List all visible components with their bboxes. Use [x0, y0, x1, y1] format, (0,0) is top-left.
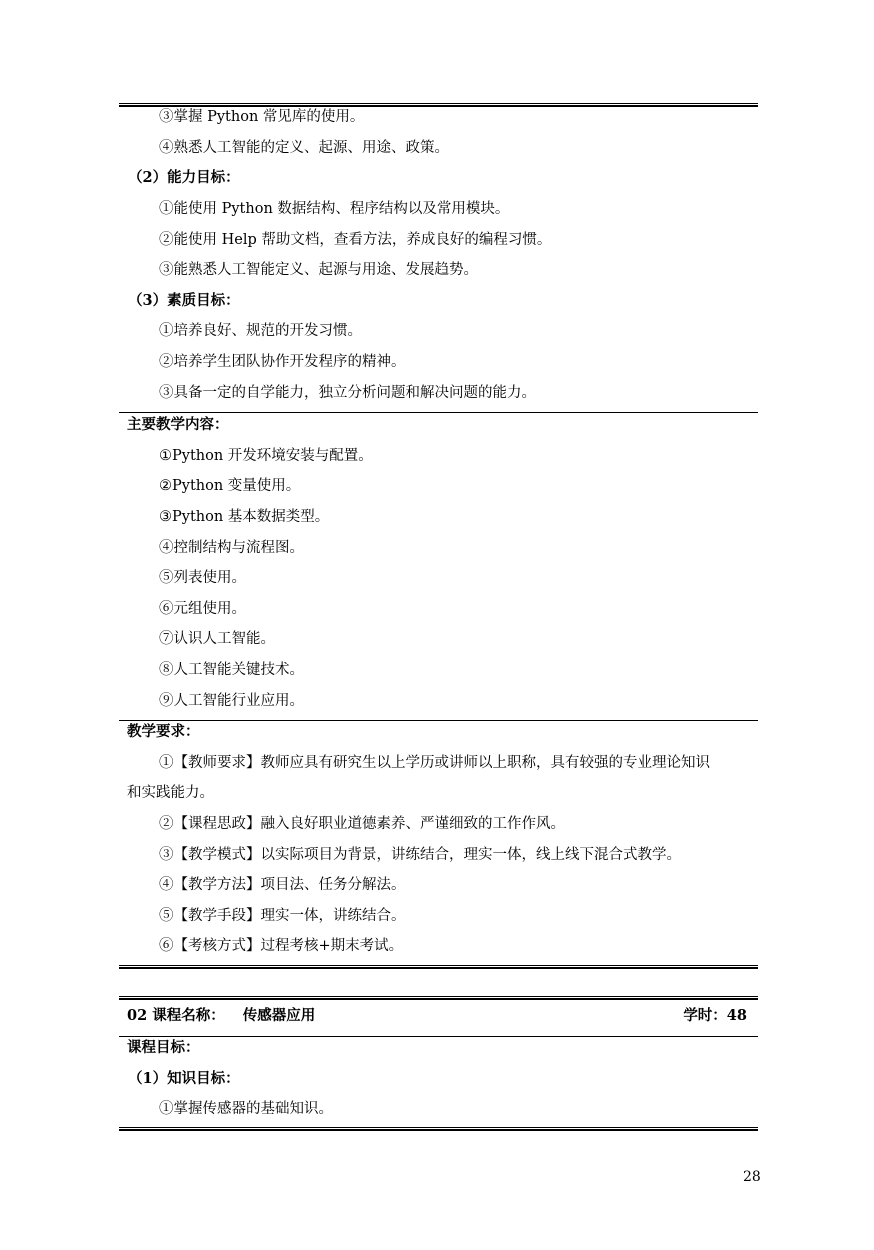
list-item: ②【课程思政】融入良好职业道德素养、严谨细致的工作作风。 [159, 816, 565, 832]
course-header-row [127, 1006, 747, 1026]
list-item-continuation: 和实践能力。 [127, 785, 214, 801]
list-item: ③【教学模式】以实际项目为背景，讲练结合，理实一体，线上线下混合式教学。 [159, 847, 681, 863]
list-item: ①Python 开发环境安装与配置。 [159, 448, 373, 464]
list-item: ⑤【教学手段】理实一体，讲练结合。 [159, 908, 406, 924]
list-item: ⑦认识人工智能。 [159, 631, 275, 647]
list-item: ②培养学生团队协作开发程序的精神。 [159, 354, 406, 370]
list-item: ④熟悉人工智能的定义、起源、用途、政策。 [159, 140, 449, 156]
table-bottom-border [119, 1127, 758, 1131]
table-bottom-border [119, 965, 758, 969]
list-item: ②Python 变量使用。 [159, 478, 301, 494]
course-name: 传感器应用 [242, 1007, 316, 1024]
knowledge-heading: （1）知识目标： [128, 1070, 240, 1087]
requirements-heading: 教学要求： [127, 723, 200, 740]
list-item: ⑥【考核方式】过程考核+期末考试。 [159, 938, 404, 954]
table-top-border [119, 996, 758, 1000]
list-item: ③具备一定的自学能力，独立分析问题和解决问题的能力。 [159, 385, 536, 401]
course-hours: 学时：48 [683, 1007, 747, 1024]
page-number: 28 [743, 1169, 761, 1185]
row-divider [119, 412, 758, 413]
course-label: 02 课程名称： [127, 1007, 225, 1024]
list-item: ④【教学方法】项目法、任务分解法。 [159, 877, 406, 893]
row-divider [119, 720, 758, 721]
list-item: ③能熟悉人工智能定义、起源与用途、发展趋势。 [159, 262, 478, 278]
content-heading: 主要教学内容： [127, 416, 229, 433]
list-item: ④控制结构与流程图。 [159, 540, 304, 556]
list-item: ①【教师要求】教师应具有研究生以上学历或讲师以上职称，具有较强的专业理论知识 [159, 755, 710, 771]
course-goals-heading: 课程目标： [127, 1039, 200, 1056]
list-item: ③掌握 Python 常见库的使用。 [159, 109, 365, 125]
list-item: ①能使用 Python 数据结构、程序结构以及常用模块。 [159, 201, 510, 217]
list-item: ③Python 基本数据类型。 [159, 509, 330, 525]
list-item: ②能使用 Help 帮助文档，查看方法，养成良好的编程习惯。 [159, 232, 552, 248]
list-item: ⑨人工智能行业应用。 [159, 693, 304, 709]
quality-heading: （3）素质目标： [128, 292, 240, 309]
list-item: ⑥元组使用。 [159, 601, 246, 617]
list-item: ①掌握传感器的基础知识。 [159, 1101, 333, 1117]
list-item: ⑧人工智能关键技术。 [159, 662, 304, 678]
list-item: ⑤列表使用。 [159, 570, 246, 586]
ability-heading: （2）能力目标： [128, 169, 240, 186]
row-divider [119, 1036, 758, 1037]
list-item: ①培养良好、规范的开发习惯。 [159, 323, 362, 339]
